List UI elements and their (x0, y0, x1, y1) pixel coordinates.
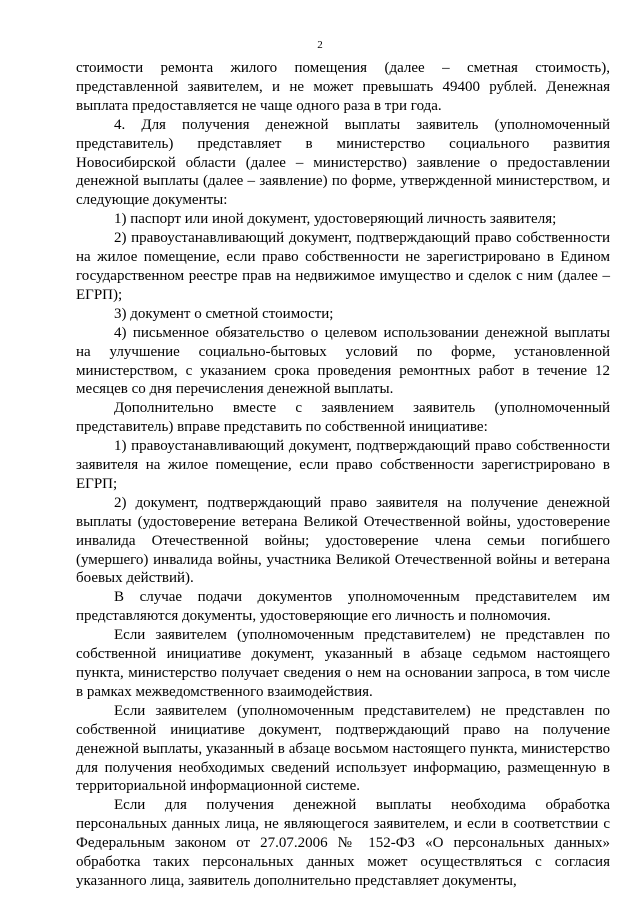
paragraph-doc-estimate: 3) документ о сметной стоимости; (114, 305, 334, 322)
paragraph-representative: В случае подачи документов уполномоченным представителем им представляются документы, удостоверяющие его личность и полномочия. (76, 589, 610, 625)
paragraph-doc-obligation: 4) письменное обязательство о целевом использовании денежной выплаты на улучшение социально-бытовых условий по форме, установленной министерством, с указанием срока проведения ремонтных работ в течение 12 месяцев со дня перечисления денежной выплаты. (76, 324, 610, 398)
paragraph-additional-ownership: 1) правоустанавливающий документ, подтверждающий право собственности заявителя на жилое помещение, если право собственности зарегистрировано в ЕГРП; (76, 438, 610, 492)
paragraph-continuation: стоимости ремонта жилого помещения (далее – сметная стоимость), представленной заявителем, и не может превышать 49400 рублей. Денежная выплата предоставляется не чаще одного раза в три года. (76, 60, 610, 114)
document-body (76, 59, 610, 891)
paragraph-doc-passport: 1) паспорт или иной документ, удостоверяющий личность заявителя; (114, 211, 557, 228)
paragraph-info-system: Если заявителем (уполномоченным представителем) не представлен по собственной инициативе документ, подтверждающий право на получение денежной выплаты, указанный в абзаце восьмом настоящего пункта, министерство для получения необходимых сведений использует информацию, размещенную в территориальной информационной системе. (76, 702, 610, 795)
paragraph-additional-right: 2) документ, подтверждающий право заявителя на получение денежной выплаты (удостоверение ветерана Великой Отечественной войны, удостоверение инвалида Отечественной войны; удостоверение члена семьи погибшего (умершего) инвалида войны, участника Великой Отечественной войны и ветерана боевых действий). (76, 494, 610, 587)
paragraph-doc-ownership: 2) правоустанавливающий документ, подтверждающий право собственности на жилое помещение, если право собственности не зарегистрировано в Едином государственном реестре прав на недвижимое имущество и сделок с ним (далее – ЕГРП); (76, 230, 610, 303)
paragraph-additional-intro: Дополнительно вместе с заявлением заявитель (уполномоченный представитель) вправе представить по собственной инициативе: (76, 400, 610, 436)
paragraph-item-4: 4. Для получения денежной выплаты заявитель (уполномоченный представитель) представляет в министерство социального развития Новосибирской области (далее – министерство) заявление о предоставлении денежной выплаты (далее – заявление) по форме, утвержденной министерством, и следующие документы: (76, 116, 610, 209)
paragraph-request-egrp: Если заявителем (уполномоченным представителем) не представлен по собственной инициативе документ, указанный в абзаце седьмом настоящего пункта, министерство получает сведения о нем на основании запроса, в том числе в рамках межведомственного взаимодействия. (76, 627, 610, 700)
page-number: 2 (317, 39, 323, 51)
paragraph-personal-data: Если для получения денежной выплаты необходима обработка персональных данных лица, не являющегося заявителем, и если в соответствии с Федеральным законом от 27.07.2006 № 152-ФЗ «О персональных данных» обработка таких персональных данных может осуществляться с согласия указанного лица, заявитель дополнительно представляет документы, (76, 797, 610, 889)
